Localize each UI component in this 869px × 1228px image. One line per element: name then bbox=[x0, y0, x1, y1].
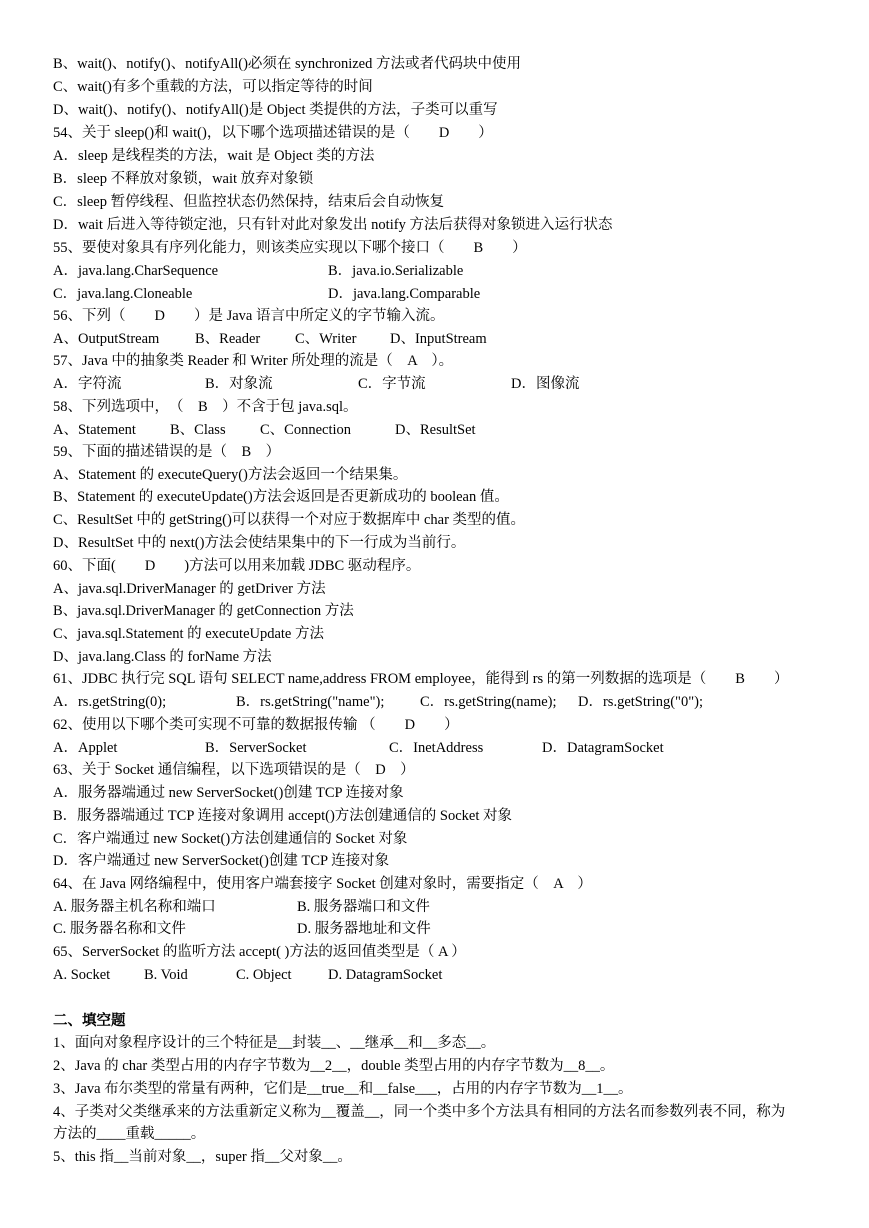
q64-option-a: A. 服务器主机名称和端口 bbox=[53, 899, 216, 915]
fill-in-item-4-line1: 4、子类对父类继承来的方法重新定义称为__覆盖__，同一个类中多个方法具有相同的方法名而参数列表不同，称为 bbox=[53, 1104, 786, 1120]
q54-option-d: D．wait 后进入等待锁定池，只有针对此对象发出 notify 方法后获得对象锁进入运行状态 bbox=[53, 217, 613, 233]
q60-question: 60、下面( D )方法可以用来加载 JDBC 驱动程序。 bbox=[53, 558, 421, 574]
fill-in-item-2: 2、Java 的 char 类型占用的内存字节数为__2__，double 类型占用的内存字节数为__8__。 bbox=[53, 1058, 615, 1074]
q58-option-b: B、Class bbox=[170, 422, 226, 438]
q63-option-d: D．客户端通过 new ServerSocket()创建 TCP 连接对象 bbox=[53, 853, 390, 869]
q65-question: 65、ServerSocket 的监听方法 accept( )方法的返回值类型是（ A ） bbox=[53, 944, 466, 960]
q60-option-d: D、java.lang.Class 的 forName 方法 bbox=[53, 649, 272, 665]
q62-options bbox=[53, 737, 829, 759]
q59-option-a: A、Statement 的 executeQuery()方法会返回一个结果集。 bbox=[53, 467, 408, 483]
q57-option-a: A．字符流 bbox=[53, 376, 122, 392]
q62-option-c: C．InetAddress bbox=[389, 740, 484, 756]
q54-question: 54、关于 sleep()和 wait()，以下哪个选项描述错误的是（ D ） bbox=[53, 125, 493, 141]
q54-option-c: C．sleep 暂停线程、但监控状态仍然保持，结束后会自动恢复 bbox=[53, 194, 445, 210]
fill-in-item-1: 1、面向对象程序设计的三个特征是__封装__、__继承__和__多态__。 bbox=[53, 1035, 496, 1051]
q64-option-d: D. 服务器地址和文件 bbox=[297, 921, 431, 937]
q57-option-d: D．图像流 bbox=[511, 376, 580, 392]
q62-option-a: A．Applet bbox=[53, 740, 118, 756]
fill-in-item-5: 5、this 指__当前对象__，super 指__父对象__。 bbox=[53, 1149, 352, 1165]
q60-option-c: C、java.sql.Statement 的 executeUpdate 方法 bbox=[53, 626, 324, 642]
q54-option-b: B．sleep 不释放对象锁，wait 放弃对象锁 bbox=[53, 171, 314, 187]
q53-option-c: C、wait()有多个重载的方法，可以指定等待的时间 bbox=[53, 79, 373, 95]
q65-option-c: C. Object bbox=[236, 967, 292, 983]
q59-option-d: D、ResultSet 中的 next()方法会使结果集中的下一行成为当前行。 bbox=[53, 535, 466, 551]
q63-option-a: A．服务器端通过 new ServerSocket()创建 TCP 连接对象 bbox=[53, 785, 404, 801]
q61-option-d: D．rs.getString("0"); bbox=[578, 694, 704, 710]
q61-question: 61、JDBC 执行完 SQL 语句 SELECT name,address FROM employee，能得到 rs 的第一列数据的选项是（ B ） bbox=[53, 671, 789, 687]
q58-option-c: C、Connection bbox=[260, 422, 352, 438]
q56-question: 56、下列（ D ）是 Java 语言中所定义的字节输入流。 bbox=[53, 308, 445, 324]
q65-option-b: B. Void bbox=[144, 967, 188, 983]
q63-question: 63、关于 Socket 通信编程，以下选项错误的是（ D ） bbox=[53, 762, 415, 778]
q55-option-b: B．java.io.Serializable bbox=[328, 263, 464, 279]
q61-option-b: B．rs.getString("name"); bbox=[236, 694, 385, 710]
q62-option-d: D．DatagramSocket bbox=[542, 740, 664, 756]
q59-option-b: B、Statement 的 executeUpdate()方法会返回是否更新成功的 boolean 值。 bbox=[53, 489, 509, 505]
q58-option-a: A、Statement bbox=[53, 422, 136, 438]
q55-option-a: A．java.lang.CharSequence bbox=[53, 263, 219, 279]
q65-option-a: A. Socket bbox=[53, 967, 111, 983]
q54-option-a: A．sleep 是线程类的方法，wait 是 Object 类的方法 bbox=[53, 148, 375, 164]
q55-option-d: D．java.lang.Comparable bbox=[328, 286, 481, 302]
q64-option-b: B. 服务器端口和文件 bbox=[297, 899, 430, 915]
q56-option-a: A、OutputStream bbox=[53, 331, 160, 347]
fill-in-item-3: 3、Java 布尔类型的常量有两种，它们是__true__和__false___，占用的内存字节数为__1__。 bbox=[53, 1081, 633, 1097]
q61-option-a: A．rs.getString(0); bbox=[53, 694, 167, 710]
q62-question: 62、使用以下哪个类可实现不可靠的数据报传输 （ D ） bbox=[53, 717, 459, 733]
q57-options bbox=[53, 373, 829, 395]
q65-option-d: D. DatagramSocket bbox=[328, 967, 443, 983]
q59-option-c: C、ResultSet 中的 getString()可以获得一个对应于数据库中 char 类型的值。 bbox=[53, 512, 526, 528]
q56-option-c: C、Writer bbox=[295, 331, 357, 347]
q64-options-row1 bbox=[53, 896, 829, 918]
q57-option-c: C．字节流 bbox=[358, 376, 426, 392]
q53-option-b: B、wait()、notify()、notifyAll()必须在 synchronized 方法或者代码块中使用 bbox=[53, 56, 521, 72]
q61-options bbox=[53, 691, 829, 713]
q60-option-b: B、java.sql.DriverManager 的 getConnection 方法 bbox=[53, 603, 354, 619]
q57-question: 57、Java 中的抽象类 Reader 和 Writer 所处理的流是（ A ）。 bbox=[53, 353, 454, 369]
q55-question: 55、要使对象具有序列化能力，则该类应实现以下哪个接口（ B ） bbox=[53, 240, 527, 256]
q53-option-d: D、wait()、notify()、notifyAll()是 Object 类提供的方法，子类可以重写 bbox=[53, 102, 498, 118]
q59-question: 59、下面的描述错误的是（ B ） bbox=[53, 444, 281, 460]
q55-options-row2 bbox=[53, 283, 829, 305]
q58-question: 58、下列选项中， （ B ）不含于包 java.sql。 bbox=[53, 399, 358, 415]
q55-options-row1 bbox=[53, 260, 829, 282]
q56-option-d: D、InputStream bbox=[390, 331, 487, 347]
q58-option-d: D、ResultSet bbox=[395, 422, 476, 438]
q56-option-b: B、Reader bbox=[195, 331, 261, 347]
q63-option-c: C．客户端通过 new Socket()方法创建通信的 Socket 对象 bbox=[53, 831, 408, 847]
q57-option-b: B．对象流 bbox=[205, 376, 273, 392]
q63-option-b: B．服务器端通过 TCP 连接对象调用 accept()方法创建通信的 Socket 对象 bbox=[53, 808, 512, 824]
fill-in-item-4-line2: 方法的____重载_____。 bbox=[53, 1126, 206, 1142]
q62-option-b: B．ServerSocket bbox=[205, 740, 307, 756]
q55-option-c: C．java.lang.Cloneable bbox=[53, 286, 193, 302]
q64-options-row2 bbox=[53, 918, 829, 940]
q56-options bbox=[53, 328, 829, 350]
section-heading-fill-in: 二、填空题 bbox=[53, 1013, 126, 1029]
q58-options bbox=[53, 419, 829, 441]
q61-option-c: C．rs.getString(name); bbox=[420, 694, 557, 710]
q60-option-a: A、java.sql.DriverManager 的 getDriver 方法 bbox=[53, 581, 326, 597]
q64-question: 64、在 Java 网络编程中，使用客户端套接字 Socket 创建对象时，需要指定（ A ） bbox=[53, 876, 592, 892]
q65-options bbox=[53, 964, 829, 986]
q64-option-c: C. 服务器名称和文件 bbox=[53, 921, 186, 937]
